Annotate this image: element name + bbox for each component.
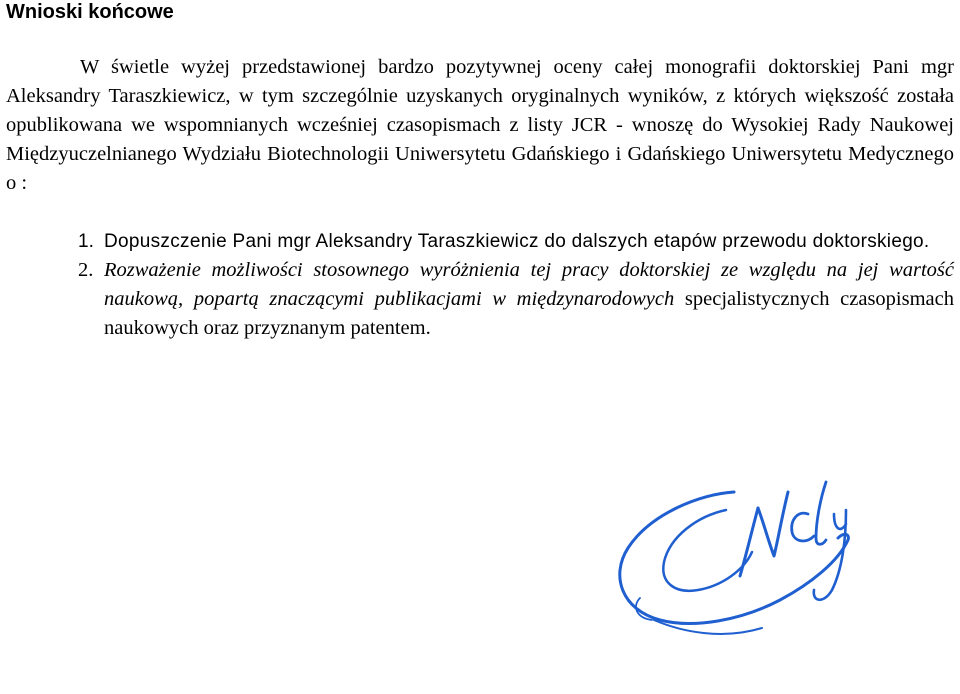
list-item-number: 1. — [78, 231, 94, 252]
list-item-text — [104, 256, 954, 343]
list-item-text-italic: Rozważenie możliwości stosownego wyróżnienia tej pracy doktorskiej ze względu na jej wartość naukową, popartą znaczącymi publikacjami w międzynarodowych — [104, 259, 954, 310]
conclusion-paragraph: W świetle wyżej przedstawionej bardzo pozytywnej oceny całej monografii doktorskiej Pani mgr Aleksandry Taraszkiewicz, w tym szczególnie uzyskanych oryginalnych wyników, z których większość została opublikowana we wspomnianych wcześniej czasopismach z listy JCR - wnoszę do Wysokiej Rady Naukowej Międzyuczelnianego Wydziału Biotechnologii Uniwersytetu Gdańskiego i Gdańskiego Uniwersytetu Medycznego o : — [6, 56, 954, 194]
list-item-text-plain: specjalistycznych czasopismach naukowych oraz przyznanym patentem. — [104, 288, 954, 339]
list-item — [6, 256, 954, 343]
motions-list — [6, 227, 954, 343]
signature-icon — [612, 470, 852, 645]
section-heading: Wnioski końcowe — [6, 1, 174, 23]
list-item-number: 2. — [78, 259, 94, 281]
list-item — [6, 227, 954, 256]
list-item-text: Dopuszczenie Pani mgr Aleksandry Taraszkiewicz do dalszych etapów przewodu doktorskiego. — [104, 231, 930, 252]
